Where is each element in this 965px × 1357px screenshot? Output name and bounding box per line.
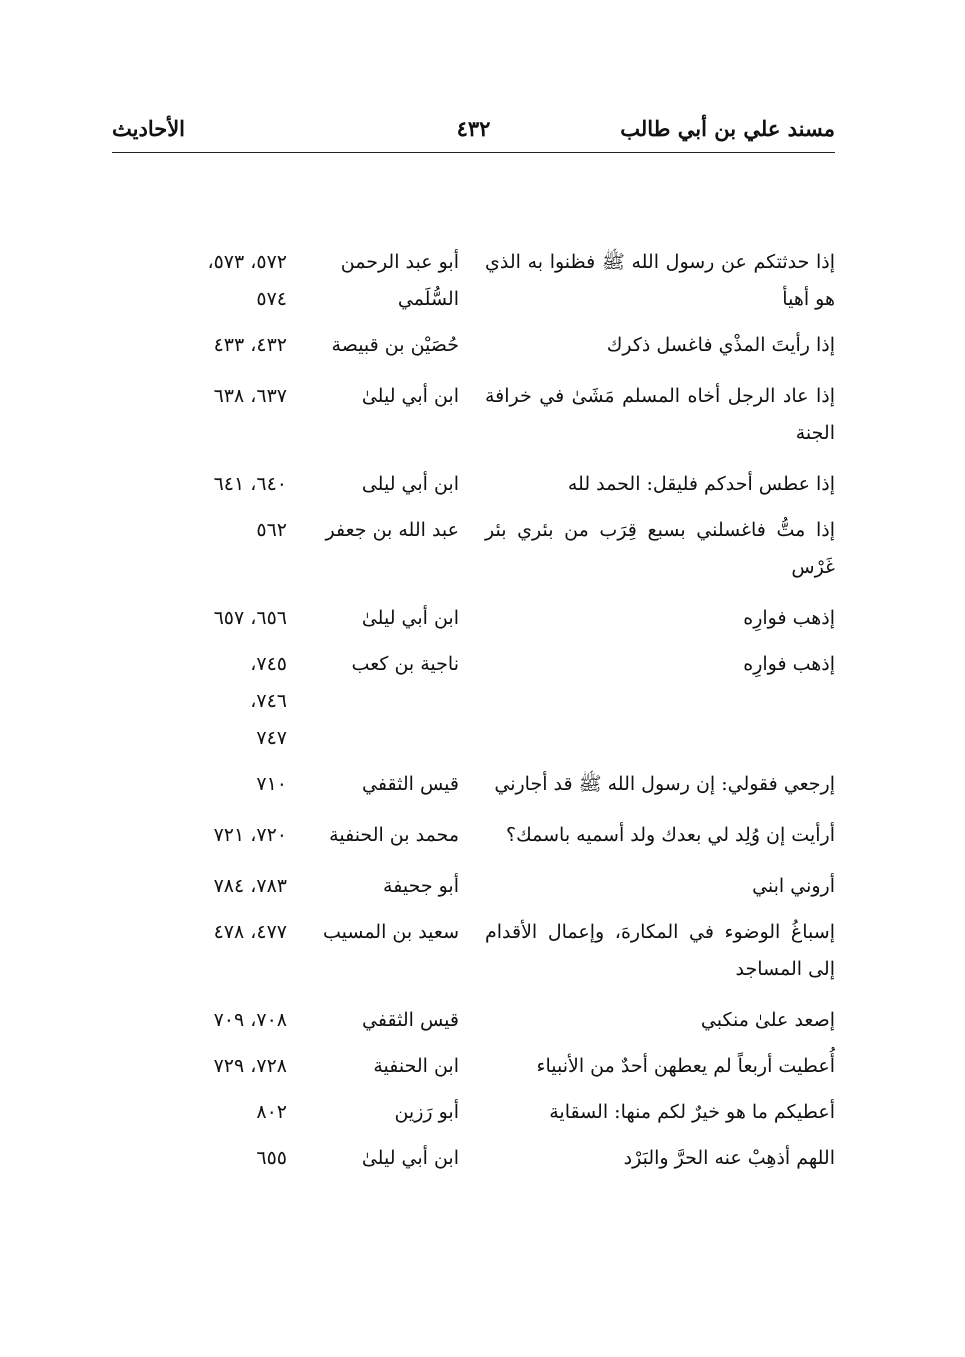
index-entry [158,1140,835,1177]
section-title: الأحاديث [112,116,186,141]
narrator: قيس الثقفي [362,773,459,795]
hadith-numbers: ٧٨٣، ٧٨٤ [213,875,287,897]
hadith-text: إرجعي فقولي: إن رسول الله ﷺ قد أجارني [494,773,835,795]
hadith-numbers: ٤٧٧، ٤٧٨ [213,921,287,943]
hadith-text: إصعد علىٰ منكبي [700,1009,835,1031]
narrator: عبد الله بن جعفر [325,519,459,541]
narrator: أبو عبد الرحمن السُّلَمي [340,251,459,310]
narrator: ابن الحنفية [373,1055,459,1077]
index-entry [158,1048,835,1085]
index-entry [158,817,835,854]
index-entry [158,244,835,318]
hadith-numbers: ٦٥٦، ٦٥٧ [213,607,287,629]
index-entry [158,766,835,803]
hadith-text: إذهب فوارِه [743,607,835,629]
narrator: أبو رَزين [394,1101,459,1123]
hadith-numbers: ٧٤٥، ٧٤٦، ٧٤٧ [250,653,287,749]
narrator: أبو جحيفة [383,875,459,897]
hadith-numbers: ٨٠٢ [256,1101,287,1123]
hadith-numbers: ٧٠٨، ٧٠٩ [213,1009,287,1031]
index-entry [158,466,835,503]
index-entry [158,378,835,452]
index-entry [158,327,835,364]
hadith-text: إذا متُّ فاغسلني بسبع قِرَب من بئري بئر غَرْس [485,519,835,578]
hadith-index-list [158,244,835,1177]
book-title: مسند علي بن أبي طالب [620,116,835,141]
index-entry [158,512,835,586]
index-entry [158,1002,835,1039]
hadith-text: اللهم أذهِبْ عنه الحرَّ والبَرْد [623,1147,835,1169]
hadith-text: إذا عاد الرجل أخاه المسلم مَشَىٰ في خرافة الجنة [485,385,835,444]
hadith-text: أروني ابني [752,875,835,897]
index-entry [158,1094,835,1131]
index-entry [158,600,835,637]
index-entry [158,914,835,988]
hadith-text: إسباغُ الوضوء في المكارهَ، وإعمال الأقدام إلى المساجد [485,921,835,980]
hadith-text: أرأيت إن وُلِد لي بعدك ولد أسميه باسمك؟ [506,824,835,846]
hadith-text: أُعطيت أربعاً لم يعطهن أحدٌ من الأنبياء [536,1055,835,1077]
narrator: سعيد بن المسيب [322,921,459,943]
page-header [112,112,835,153]
hadith-numbers: ٤٣٢، ٤٣٣ [213,334,287,356]
narrator: قيس الثقفي [362,1009,459,1031]
index-entry [158,646,835,757]
hadith-numbers: ٧٢٨، ٧٢٩ [213,1055,287,1077]
hadith-numbers: ٦٤٠، ٦٤١ [213,473,287,495]
hadith-numbers: ٦٥٥ [256,1147,287,1169]
hadith-numbers: ٧٢٠، ٧٢١ [213,824,287,846]
page-number: ٤٣٢ [456,116,491,141]
hadith-text: إذا عطس أحدكم فليقل: الحمد لله [567,473,835,495]
narrator: ابن أبي ليلى [361,473,459,495]
index-entry [158,868,835,905]
narrator: حُصَيْن بن قبيصة [331,334,459,356]
hadith-text: إذهب فوارِه [743,653,835,675]
narrator: محمد بن الحنفية [329,824,459,846]
hadith-numbers: ٥٧٢، ٥٧٣، ٥٧٤ [207,251,287,310]
hadith-text: إذا حدثتكم عن رسول الله ﷺ فظنوا به الذي هو أهيأ [485,251,835,310]
hadith-numbers: ٦٣٧، ٦٣٨ [213,385,287,407]
narrator: ناجية بن كعب [351,653,459,675]
narrator: ابن أبي ليلىٰ [361,385,459,407]
hadith-text: إذا رأيتَ المذْي فاغسل ذكرك [606,334,835,356]
narrator: ابن أبي ليلىٰ [361,1147,459,1169]
hadith-numbers: ٥٦٢ [256,519,287,541]
narrator: ابن أبي ليلىٰ [361,607,459,629]
hadith-numbers: ٧١٠ [256,773,287,795]
hadith-text: أعطيكم ما هو خيرٌ لكم منها: السقاية [549,1101,835,1123]
